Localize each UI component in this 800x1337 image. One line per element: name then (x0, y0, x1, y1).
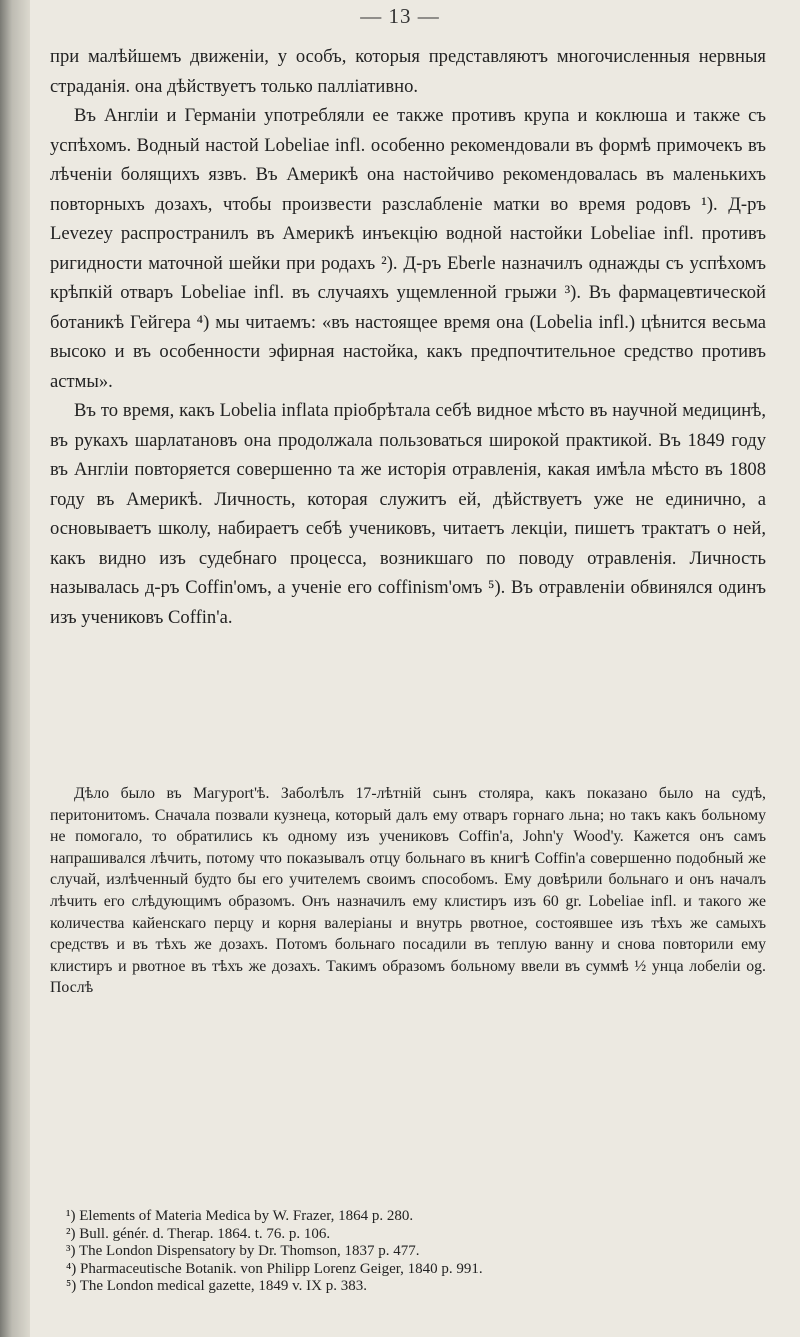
footnote-3: ³) The London Dispensatory by Dr. Thomson, 1837 p. 477. (66, 1243, 420, 1259)
paragraph-history: Въ то время, какъ Lobelia inflata пріобрѣтала себѣ видное мѣсто въ научной медицинѣ, въ рукахъ шарлатановъ она продолжала пользоваться широкой практикой. Въ 1849 году въ Англіи повторяется совершенно та же исторія отравленія, какая имѣла мѣсто въ 1808 году въ Америкѣ. Личность, которая служитъ ей, дѣйствуетъ уже не единично, а основываетъ школу, набираетъ себѣ учениковъ, читаетъ лекціи, пишетъ трактатъ о ней, какъ видно изъ судебнаго процесса, возникшаго по поводу отравленія. Личность называлась д-ръ Coffin'омъ, а ученіе его coffinism'омъ ⁵). Въ отравленіи обвинялся одинъ изъ учениковъ Coffin'a. (50, 400, 766, 628)
case-report-paragraph: Дѣло было въ Магуроrt'ѣ. Заболѣлъ 17-лѣтній сынъ столяра, какъ показано было на судѣ, перитонитомъ. Сначала позвали кузнеца, который далъ ему отваръ горнаго льна; но такъ какъ больному не помогало, то обратились къ одному изъ учениковъ Coffin'a, John'у Wood'у. Кажется онъ самъ напрашивался лѣчить, потому что показывалъ отцу больнаго въ книгѣ Coffin'a совершенно подобный же случай, излѣченный будто бы его учителемъ своимъ способомъ. Ему довѣрили больнаго и онъ началъ лѣчить его слѣдующимъ образомъ. Онъ назначилъ ему клистиръ изъ 60 gr. Lobeliae infl. и такого же количества кайенскаго перцу и корня валеріаны и внутрь рвотное, состоявшее изъ тѣхъ же самыхъ средствъ и въ тѣхъ же дозахъ. Потомъ больнаго посадили въ теплую ванну и снова повторили ему клистиръ и рвотное въ тѣхъ же дозахъ. Такимъ образомъ больному ввели въ суммѣ ½ унца лобеліи og. Послѣ (50, 785, 766, 997)
footnote-5: ⁵) The London medical gazette, 1849 v. IX p. 383. (66, 1278, 367, 1294)
page-number: — 13 — (360, 4, 440, 28)
footnote-1: ¹) Elements of Materia Medica by W. Frazer, 1864 p. 280. (66, 1208, 414, 1224)
main-text (50, 42, 766, 632)
case-report-text (50, 783, 766, 999)
footnote-4: ⁴) Pharmaceutische Botanik. von Philipp Lorenz Geiger, 1840 p. 991. (66, 1260, 483, 1277)
book-spine-shadow (0, 0, 30, 1337)
paragraph-usage: Въ Англіи и Германіи употребляли ее также противъ крупа и коклюша и также съ успѣхомъ. Водный настой Lobeliae infl. особенно рекомендовали въ формѣ примочекъ въ лѣченіи болящихъ язвъ. Въ Америкѣ она настойчиво рекомендовалась въ маленькихъ повторныхъ дозахъ, чтобы произвести разслабленіе матки во время родовъ ¹). Д-ръ Levezey распространилъ въ Америкѣ инъекцію водной настойки Lobeliae infl. противъ ригидности маточной шейки при родахъ ²). Д-ръ Eberle назначилъ однажды съ успѣхомъ крѣпкій отваръ Lobeliae infl. въ случаяхъ ущемленной грыжи ³). Въ фармацевтической ботаникѣ Гейгера ⁴) мы читаемъ: «въ настоящее время она (Lobelia infl.) цѣнится весьма высоко и въ особенности эфирная настойка, какъ предпочтительное средство противъ астмы». (50, 105, 766, 392)
footnote-2: ²) Bull. génér. d. Therap. 1864. t. 76. p. 106. (66, 1225, 331, 1242)
paragraph-continuation: при малѣйшемъ движеніи, у особъ, которыя представляютъ многочисленныя нервныя страданія. она дѣйствуетъ только палліативно. (50, 46, 766, 97)
footnotes (66, 1208, 766, 1296)
